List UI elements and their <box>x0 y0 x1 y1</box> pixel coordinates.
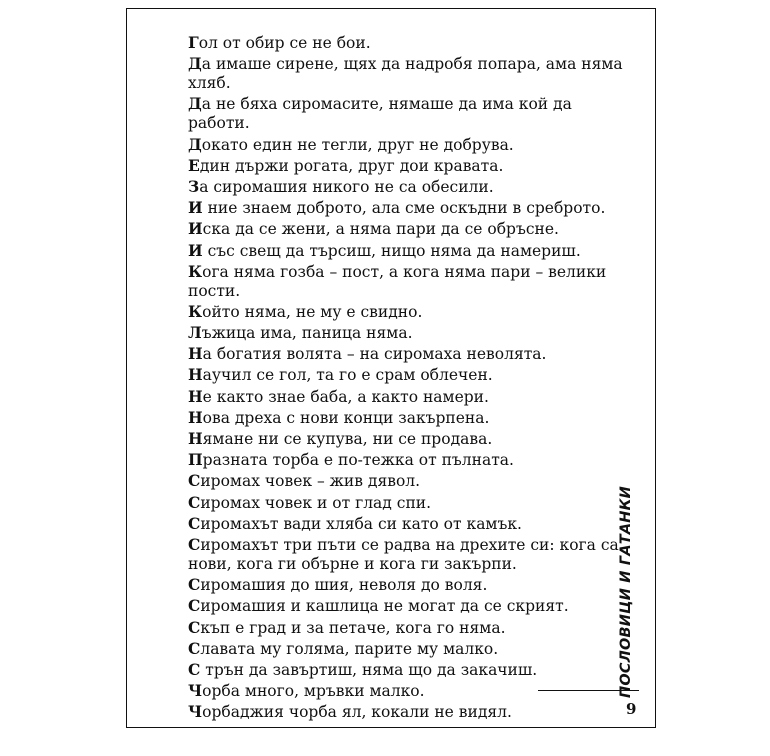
proverb-item: Иска да се жени, а няма пари да се обръсне. <box>188 219 559 239</box>
proverb-item: Не както знае баба, а както намери. <box>188 386 489 406</box>
proverb-item: Празната торба е по-тежка от пълната. <box>188 450 514 470</box>
page-number: 9 <box>626 700 637 718</box>
section-title-text: ПОСЛОВИЦИ И ГАТАНКИ <box>618 486 634 698</box>
proverb-item: Славата му голяма, парите му малко. <box>188 638 499 658</box>
proverb-item: Да не бяха сиромасите, нямаше да има кой да работи. <box>188 94 572 133</box>
proverb-item: Сиромах човек – жив дявол. <box>188 471 421 491</box>
proverb-list <box>188 33 628 723</box>
proverb-item: Гол от обир се не бои. <box>188 33 371 52</box>
section-title-vertical <box>610 486 642 698</box>
proverb-item: Научил се гол, та го е срам облечен. <box>188 365 493 385</box>
proverb-item: Сиромашия и кашлица не могат да се скрият. <box>188 596 569 616</box>
proverb-item: Един държи рогата, друг дои кравата. <box>188 155 504 175</box>
footer-rule <box>538 690 639 691</box>
proverb-item: За сиромашия никого не са обесили. <box>188 176 494 196</box>
proverb-item: Сиромахът вади хляба си като от камък. <box>188 513 522 533</box>
proverb-item: Чорба много, мръвки малко. <box>188 681 425 701</box>
proverb-item: Сиромашия до шия, неволя до воля. <box>188 575 488 595</box>
proverb-item: И ние знаем доброто, ала сме оскъдни в среброто. <box>188 198 606 218</box>
proverb-item: Докато един не тегли, друг не добрува. <box>188 134 514 154</box>
proverb-item: И със свещ да търсиш, нищо няма да намериш. <box>188 240 581 260</box>
proverb-item: Лъжица има, паница няма. <box>188 323 413 343</box>
proverb-item: На богатия волята – на сиромаха неволята. <box>188 344 547 364</box>
proverb-item: Сиромахът три пъти се радва на дрехите си: кога са нови, кога ги обърне и кога ги закърпи. <box>188 534 619 573</box>
proverb-item: Нямане ни се купува, ни се продава. <box>188 429 493 448</box>
proverb-item: Чорбаджия чорба ял, кокали не видял. <box>188 702 512 722</box>
proverb-item: Кога няма гозба – пост, а кога няма пари – велики пости. <box>188 261 607 300</box>
proverb-item: Нова дреха с нови конци закърпена. <box>188 407 490 427</box>
proverb-item: Скъп е град и за петаче, кога го няма. <box>188 617 506 637</box>
proverb-item: Да имаше сирене, щях да надробя попара, ама няма хляб. <box>188 54 623 93</box>
proverb-item: С трън да завъртиш, няма що да закачиш. <box>188 659 538 679</box>
proverb-item: Сиромах човек и от глад спи. <box>188 492 432 512</box>
proverb-item: Който няма, не му е свидно. <box>188 301 423 321</box>
